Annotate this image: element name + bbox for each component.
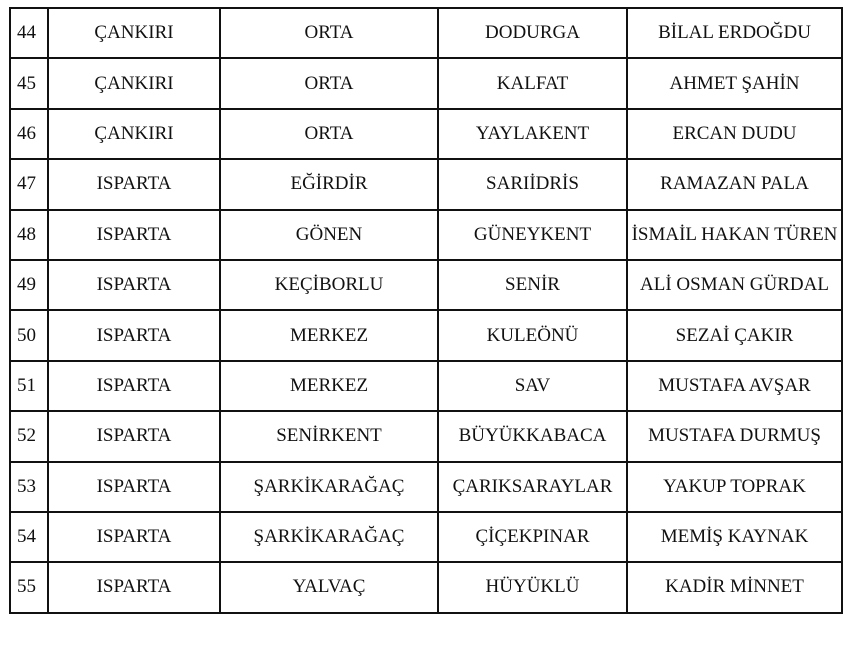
row-number: 49 (10, 260, 48, 310)
district-cell: EĞİRDİR (220, 159, 438, 209)
name-cell: MUSTAFA AVŞAR (627, 361, 842, 411)
district-cell: KEÇİBORLU (220, 260, 438, 310)
table-row (10, 159, 842, 209)
province-cell: ISPARTA (48, 260, 220, 310)
name-cell: SEZAİ ÇAKIR (627, 310, 842, 360)
row-number: 44 (10, 8, 48, 58)
table-row (10, 310, 842, 360)
table-row (10, 58, 842, 108)
district-cell: MERKEZ (220, 361, 438, 411)
district-cell: ORTA (220, 8, 438, 58)
row-number: 48 (10, 210, 48, 260)
district-cell: ORTA (220, 109, 438, 159)
province-cell: ISPARTA (48, 411, 220, 461)
district-cell: GÖNEN (220, 210, 438, 260)
province-cell: ISPARTA (48, 310, 220, 360)
district-cell: ŞARKİKARAĞAÇ (220, 512, 438, 562)
district-cell: YALVAÇ (220, 562, 438, 612)
name-cell: ALİ OSMAN GÜRDAL (627, 260, 842, 310)
row-number: 54 (10, 512, 48, 562)
row-number: 51 (10, 361, 48, 411)
province-cell: ISPARTA (48, 159, 220, 209)
row-number: 52 (10, 411, 48, 461)
village-cell: DODURGA (438, 8, 627, 58)
village-cell: BÜYÜKKABACA (438, 411, 627, 461)
table-body (10, 8, 842, 613)
row-number: 53 (10, 462, 48, 512)
province-cell: ISPARTA (48, 512, 220, 562)
name-cell: YAKUP TOPRAK (627, 462, 842, 512)
name-cell: İSMAİL HAKAN TÜREN (627, 210, 842, 260)
province-cell: ISPARTA (48, 462, 220, 512)
district-cell: SENİRKENT (220, 411, 438, 461)
name-cell: MEMİŞ KAYNAK (627, 512, 842, 562)
province-cell: ISPARTA (48, 361, 220, 411)
results-table (9, 7, 843, 614)
district-cell: ORTA (220, 58, 438, 108)
name-cell: ERCAN DUDU (627, 109, 842, 159)
province-cell: ÇANKIRI (48, 58, 220, 108)
table-row (10, 210, 842, 260)
row-number: 45 (10, 58, 48, 108)
name-cell: RAMAZAN PALA (627, 159, 842, 209)
name-cell: AHMET ŞAHİN (627, 58, 842, 108)
province-cell: ÇANKIRI (48, 109, 220, 159)
village-cell: SARIİDRİS (438, 159, 627, 209)
name-cell: BİLAL ERDOĞDU (627, 8, 842, 58)
table-row (10, 109, 842, 159)
village-cell: SAV (438, 361, 627, 411)
village-cell: KALFAT (438, 58, 627, 108)
table-row (10, 8, 842, 58)
district-cell: MERKEZ (220, 310, 438, 360)
village-cell: YAYLAKENT (438, 109, 627, 159)
row-number: 55 (10, 562, 48, 612)
table-row (10, 361, 842, 411)
table-row (10, 411, 842, 461)
name-cell: MUSTAFA DURMUŞ (627, 411, 842, 461)
row-number: 50 (10, 310, 48, 360)
district-cell: ŞARKİKARAĞAÇ (220, 462, 438, 512)
province-cell: ISPARTA (48, 210, 220, 260)
name-cell: KADİR MİNNET (627, 562, 842, 612)
row-number: 47 (10, 159, 48, 209)
village-cell: KULEÖNÜ (438, 310, 627, 360)
table-row (10, 260, 842, 310)
village-cell: ÇİÇEKPINAR (438, 512, 627, 562)
table-row (10, 562, 842, 612)
village-cell: GÜNEYKENT (438, 210, 627, 260)
village-cell: ÇARIKSARAYLAR (438, 462, 627, 512)
row-number: 46 (10, 109, 48, 159)
table-row (10, 462, 842, 512)
province-cell: ÇANKIRI (48, 8, 220, 58)
village-cell: HÜYÜKLÜ (438, 562, 627, 612)
table-row (10, 512, 842, 562)
village-cell: SENİR (438, 260, 627, 310)
province-cell: ISPARTA (48, 562, 220, 612)
